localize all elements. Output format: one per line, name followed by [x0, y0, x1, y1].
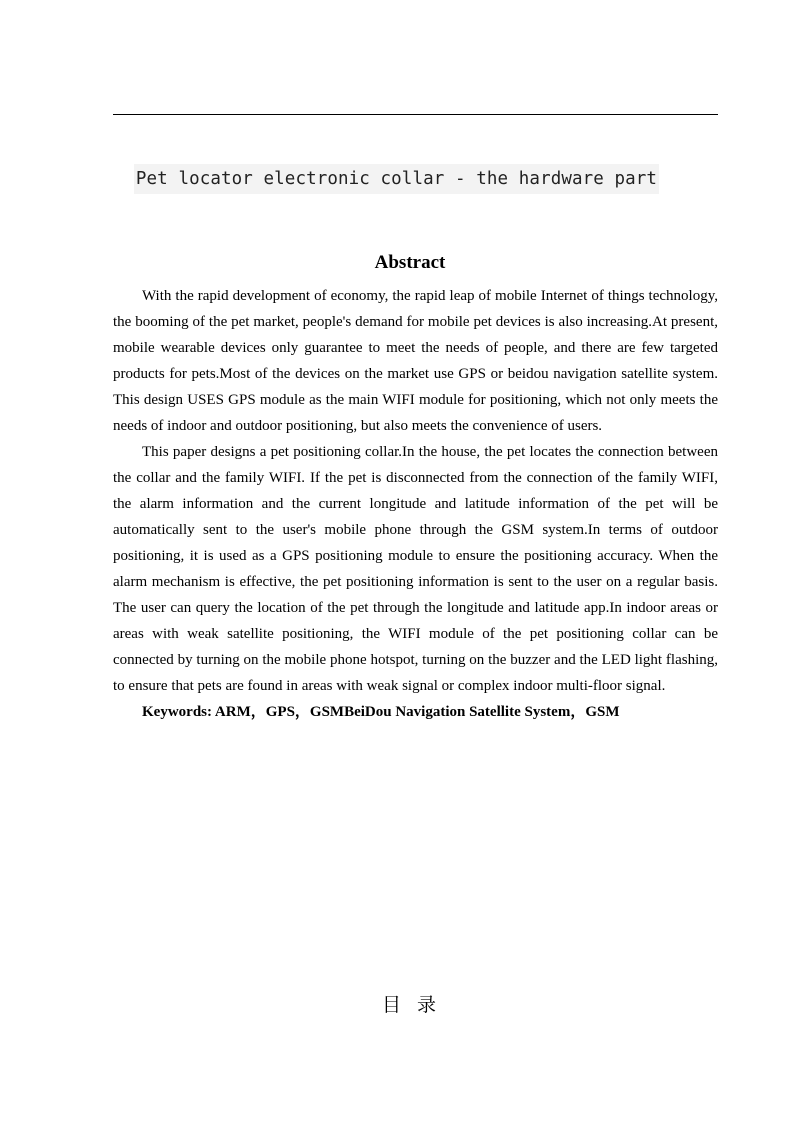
- toc-heading: 目录: [381, 994, 452, 1016]
- abstract-paragraph-2: This paper designs a pet positioning collar.In the house, the pet locates the connection between the collar and the family WIFI. If the pet is disconnected from the connection of the family WIFI, the alarm information and the current longitude and latitude information of the pet will be automatically sent to the user's mobile phone through the GSM system.In terms of outdoor positioning, it is used as a GPS positioning module to ensure the positioning accuracy. When the alarm mechanism is effective, the pet positioning information is sent to the user on a regular basis. The user can query the location of the pet through the longitude and latitude app.In indoor areas or areas with weak satellite positioning, the WIFI module of the pet positioning collar can be connected by turning on the mobile phone hotspot, turning on the buzzer and the LED light flashing, to ensure that pets are found in areas with weak signal or complex indoor multi-floor signal.: [113, 444, 718, 694]
- abstract-paragraph-1: With the rapid development of economy, the rapid leap of mobile Internet of things technology, the booming of the pet market, people's demand for mobile pet devices is also increasing.At present, mobile wearable devices only guarantee to meet the needs of people, and there are few targeted products for pets.Most of the devices on the market use GPS or beidou navigation satellite system. This design USES GPS module as the main WIFI module for positioning, which not only meets the needs of indoor and outdoor positioning, but also meets the convenience of users.: [113, 288, 718, 434]
- header-rule: [113, 114, 718, 115]
- title-container: [0, 164, 793, 194]
- keywords-line: Keywords: ARM，GPS，GSMBeiDou Navigation Satellite System，GSM: [142, 704, 620, 720]
- english-title: Pet locator electronic collar - the hardware part: [134, 164, 659, 194]
- abstract-heading: Abstract: [374, 252, 446, 273]
- abstract-body: [113, 283, 718, 725]
